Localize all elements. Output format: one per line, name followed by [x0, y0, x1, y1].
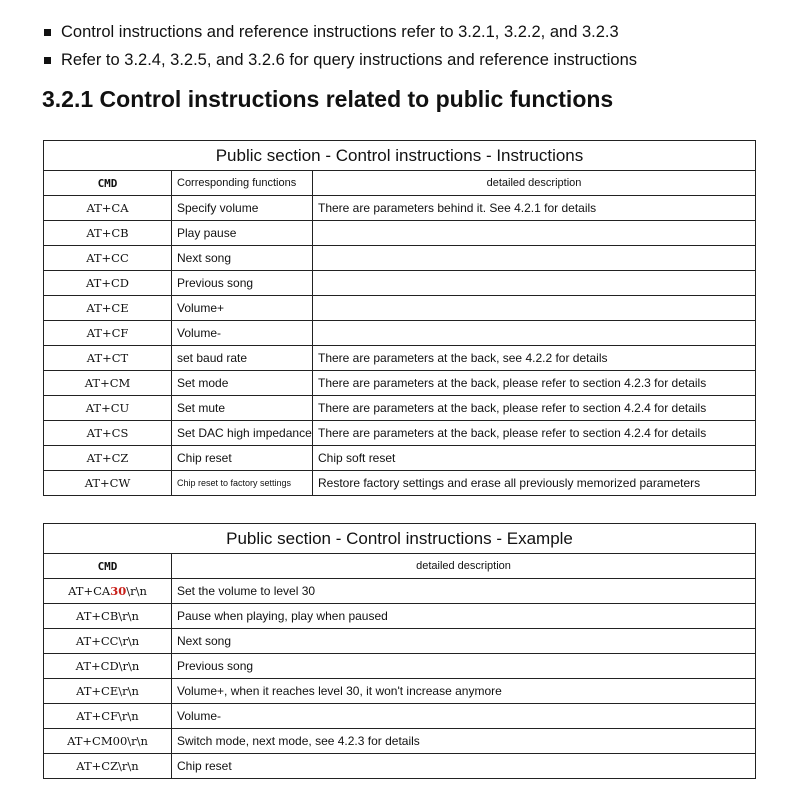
header-cmd: CMD [44, 171, 172, 196]
cmd-cell: AT+CF [44, 321, 172, 346]
bullet-item [44, 18, 784, 46]
example-table-body [44, 579, 756, 779]
table-title-row [44, 141, 756, 171]
instructions-table [43, 140, 756, 496]
description-cell: Volume+, when it reaches level 30, it won't increase anymore [172, 679, 756, 704]
cmd-cell [44, 579, 172, 604]
table-row [44, 729, 756, 754]
cmd-suffix: \r\n [126, 584, 147, 598]
cmd-cell: AT+CD [44, 271, 172, 296]
table-row [44, 654, 756, 679]
header-cmd: CMD [44, 554, 172, 579]
cmd-cell: AT+CW [44, 471, 172, 496]
header-description: detailed description [172, 554, 756, 579]
table-row [44, 221, 756, 246]
description-cell: Volume- [172, 704, 756, 729]
description-cell: Restore factory settings and erase all previously memorized parameters [313, 471, 756, 496]
description-cell [313, 246, 756, 271]
description-cell: There are parameters at the back, please refer to section 4.2.4 for details [313, 396, 756, 421]
function-cell: Chip reset to factory settings [172, 471, 313, 496]
description-cell: Set the volume to level 30 [172, 579, 756, 604]
description-cell: Switch mode, next mode, see 4.2.3 for details [172, 729, 756, 754]
cmd-cell: AT+CE\r\n [44, 679, 172, 704]
table-row [44, 296, 756, 321]
cmd-cell: AT+CE [44, 296, 172, 321]
description-cell: There are parameters at the back, please refer to section 4.2.3 for details [313, 371, 756, 396]
function-cell: Set DAC high impedance [172, 421, 313, 446]
cmd-cell: AT+CS [44, 421, 172, 446]
cmd-cell: AT+CU [44, 396, 172, 421]
table-header-row [44, 554, 756, 579]
cmd-cell: AT+CF\r\n [44, 704, 172, 729]
function-cell: Volume+ [172, 296, 313, 321]
cmd-prefix: AT+CA [68, 584, 111, 598]
function-cell: Volume- [172, 321, 313, 346]
cmd-cell: AT+CT [44, 346, 172, 371]
cmd-cell: AT+CM00\r\n [44, 729, 172, 754]
cmd-cell: AT+CD\r\n [44, 654, 172, 679]
description-cell: Chip soft reset [313, 446, 756, 471]
function-cell: Next song [172, 246, 313, 271]
table-row [44, 629, 756, 654]
bullet-square-icon [44, 57, 51, 64]
description-cell: Chip reset [172, 754, 756, 779]
function-cell: set baud rate [172, 346, 313, 371]
header-description: detailed description [313, 171, 756, 196]
cmd-cell: AT+CB [44, 221, 172, 246]
table-row [44, 196, 756, 221]
bullet-text: Control instructions and reference instructions refer to 3.2.1, 3.2.2, and 3.2.3 [61, 22, 619, 41]
function-cell: Chip reset [172, 446, 313, 471]
table-row [44, 679, 756, 704]
table-row [44, 396, 756, 421]
function-cell: Set mode [172, 371, 313, 396]
cmd-cell: AT+CZ [44, 446, 172, 471]
cmd-cell: AT+CM [44, 371, 172, 396]
cmd-cell: AT+CC\r\n [44, 629, 172, 654]
table-row [44, 446, 756, 471]
cmd-parameter-value: 30 [110, 584, 127, 598]
table-row [44, 604, 756, 629]
bullet-square-icon [44, 29, 51, 36]
cmd-cell: AT+CZ\r\n [44, 754, 172, 779]
table-row [44, 704, 756, 729]
table-header-row [44, 171, 756, 196]
function-cell: Specify volume [172, 196, 313, 221]
table-title: Public section - Control instructions - Instructions [44, 141, 756, 171]
table-row [44, 271, 756, 296]
example-table [43, 523, 756, 779]
instructions-table-body [44, 196, 756, 496]
description-cell: Previous song [172, 654, 756, 679]
function-cell: Play pause [172, 221, 313, 246]
description-cell [313, 296, 756, 321]
table-row [44, 754, 756, 779]
section-heading: 3.2.1 Control instructions related to public functions [42, 86, 614, 112]
header-functions: Corresponding functions [172, 171, 313, 196]
description-cell [313, 221, 756, 246]
function-cell: Set mute [172, 396, 313, 421]
description-cell: There are parameters behind it. See 4.2.1 for details [313, 196, 756, 221]
description-cell [313, 271, 756, 296]
function-cell: Previous song [172, 271, 313, 296]
table-row [44, 346, 756, 371]
table-row [44, 371, 756, 396]
description-cell: There are parameters at the back, see 4.2.2 for details [313, 346, 756, 371]
cmd-cell: AT+CC [44, 246, 172, 271]
table-row [44, 471, 756, 496]
description-cell [313, 321, 756, 346]
table-row [44, 421, 756, 446]
bullet-text: Refer to 3.2.4, 3.2.5, and 3.2.6 for query instructions and reference instructions [61, 50, 637, 69]
table-row [44, 246, 756, 271]
table-row [44, 321, 756, 346]
table-row [44, 579, 756, 604]
description-cell: Next song [172, 629, 756, 654]
bullet-list [44, 18, 784, 74]
description-cell: There are parameters at the back, please refer to section 4.2.4 for details [313, 421, 756, 446]
cmd-cell: AT+CB\r\n [44, 604, 172, 629]
table-title-row [44, 524, 756, 554]
cmd-cell: AT+CA [44, 196, 172, 221]
table-title: Public section - Control instructions - Example [44, 524, 756, 554]
bullet-item [44, 46, 784, 74]
description-cell: Pause when playing, play when paused [172, 604, 756, 629]
